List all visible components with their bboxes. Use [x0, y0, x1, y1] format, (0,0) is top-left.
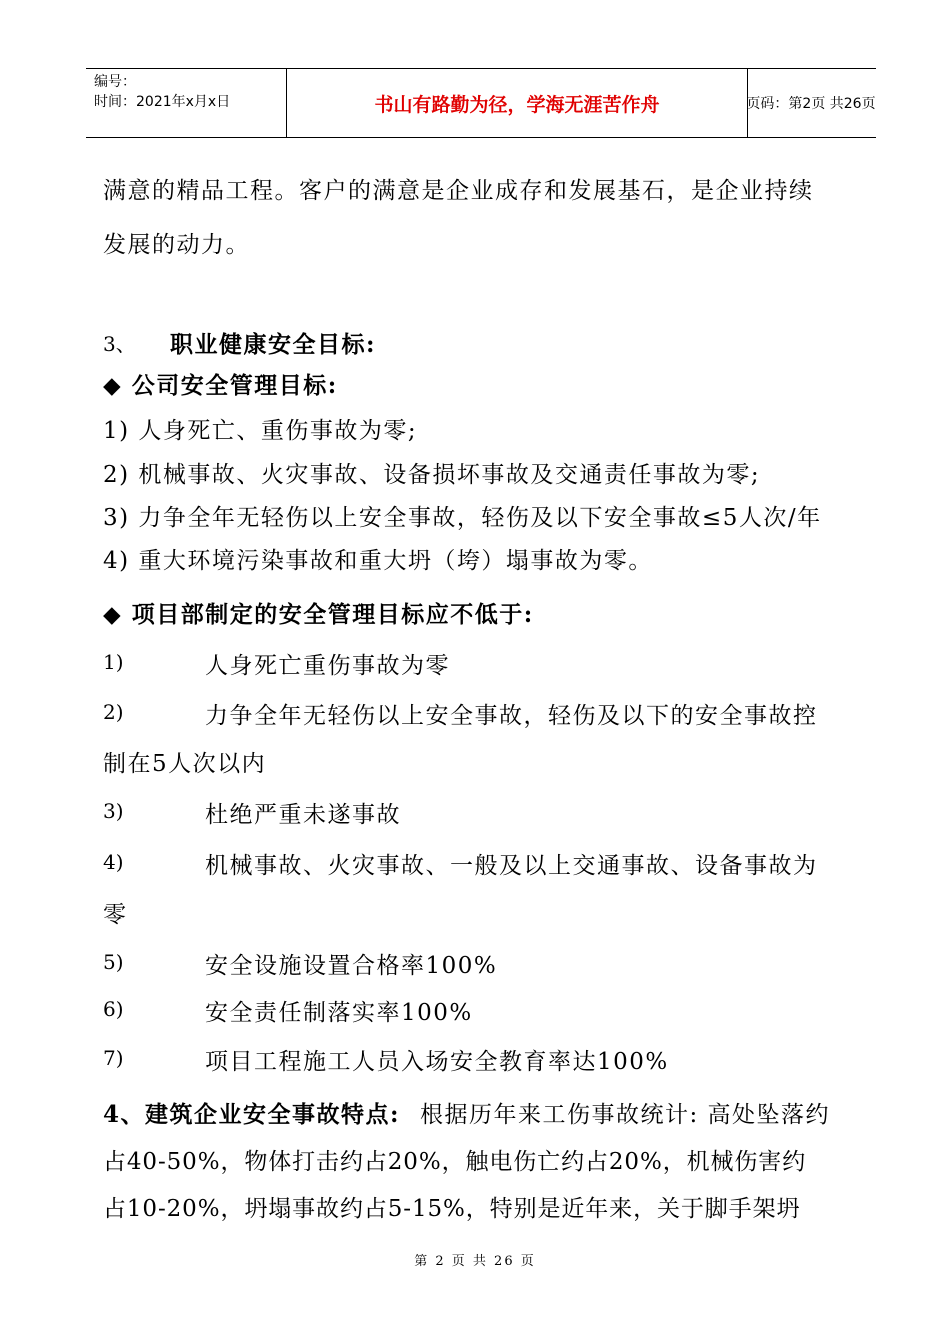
section-4-text-line-3: 占10-20%，坍塌事故约占5-15%，特别是近年来，关于脚手架坍	[103, 1196, 801, 1222]
page-header	[86, 68, 876, 138]
project-goal-text-continued: 制在5人次以内	[103, 751, 267, 777]
project-goal-text: 力争全年无轻伤以上安全事故，轻伤及以下的安全事故控	[205, 703, 818, 729]
project-goal-number: 5)	[103, 950, 124, 974]
document-date-label: 时间：2021年x月x日	[94, 94, 231, 110]
project-goal-text: 安全责任制落实率100%	[205, 1000, 473, 1026]
section-3-title: 职业健康安全目标:	[170, 331, 376, 358]
project-goals-heading: ◆ 项目部制定的安全管理目标应不低于:	[103, 601, 534, 628]
section-4-title: 4、建筑企业安全事故特点:	[103, 1101, 400, 1128]
project-goal-number: 2)	[103, 700, 124, 724]
project-goal-number: 1)	[103, 650, 124, 674]
section-4-text-line-1: 根据历年来工伤事故统计: 高处坠落约	[420, 1102, 831, 1128]
company-goal-item: 2) 机械事故、火灾事故、设备损坏事故及交通责任事故为零;	[103, 462, 761, 488]
project-goal-text: 机械事故、火灾事故、一般及以上交通事故、设备事故为	[205, 853, 818, 879]
header-meta	[86, 69, 286, 137]
section-4-text-line-2: 占40-50%，物体打击约占20%，触电伤亡约占20%，机械伤害约	[103, 1149, 807, 1175]
project-goal-text: 安全设施设置合格率100%	[205, 953, 498, 979]
header-page-info: 页码：第2页 共26页	[746, 96, 876, 112]
project-goal-number: 7)	[103, 1046, 124, 1070]
project-goal-number: 3)	[103, 799, 124, 823]
section-3-number: 3、	[103, 332, 136, 356]
project-goal-text: 项目工程施工人员入场安全教育率达100%	[205, 1049, 669, 1075]
document-number-label: 编号：	[94, 74, 136, 90]
project-goal-text: 杜绝严重未遂事故	[205, 802, 401, 828]
company-goals-heading: ◆ 公司安全管理目标:	[103, 372, 338, 399]
project-goal-text: 人身死亡重伤事故为零	[205, 653, 450, 679]
paragraph-continuation-line-1: 满意的精品工程。客户的满意是企业成存和发展基石，是企业持续	[103, 178, 814, 204]
header-motto: 书山有路勤为径，学海无涯苦作舟	[286, 69, 748, 137]
company-goal-item: 4) 重大环境污染事故和重大坍（垮）塌事故为零。	[103, 548, 653, 574]
paragraph-continuation-line-2: 发展的动力。	[103, 232, 250, 258]
company-goal-item: 3) 力争全年无轻伤以上安全事故，轻伤及以下安全事故≤5人次/年	[103, 505, 822, 531]
project-goal-text-continued: 零	[103, 902, 128, 928]
page-footer: 第 2 页 共 26 页	[414, 1254, 536, 1269]
project-goal-number: 4)	[103, 850, 124, 874]
company-goal-item: 1) 人身死亡、重伤事故为零;	[103, 418, 418, 444]
project-goal-number: 6)	[103, 997, 124, 1021]
